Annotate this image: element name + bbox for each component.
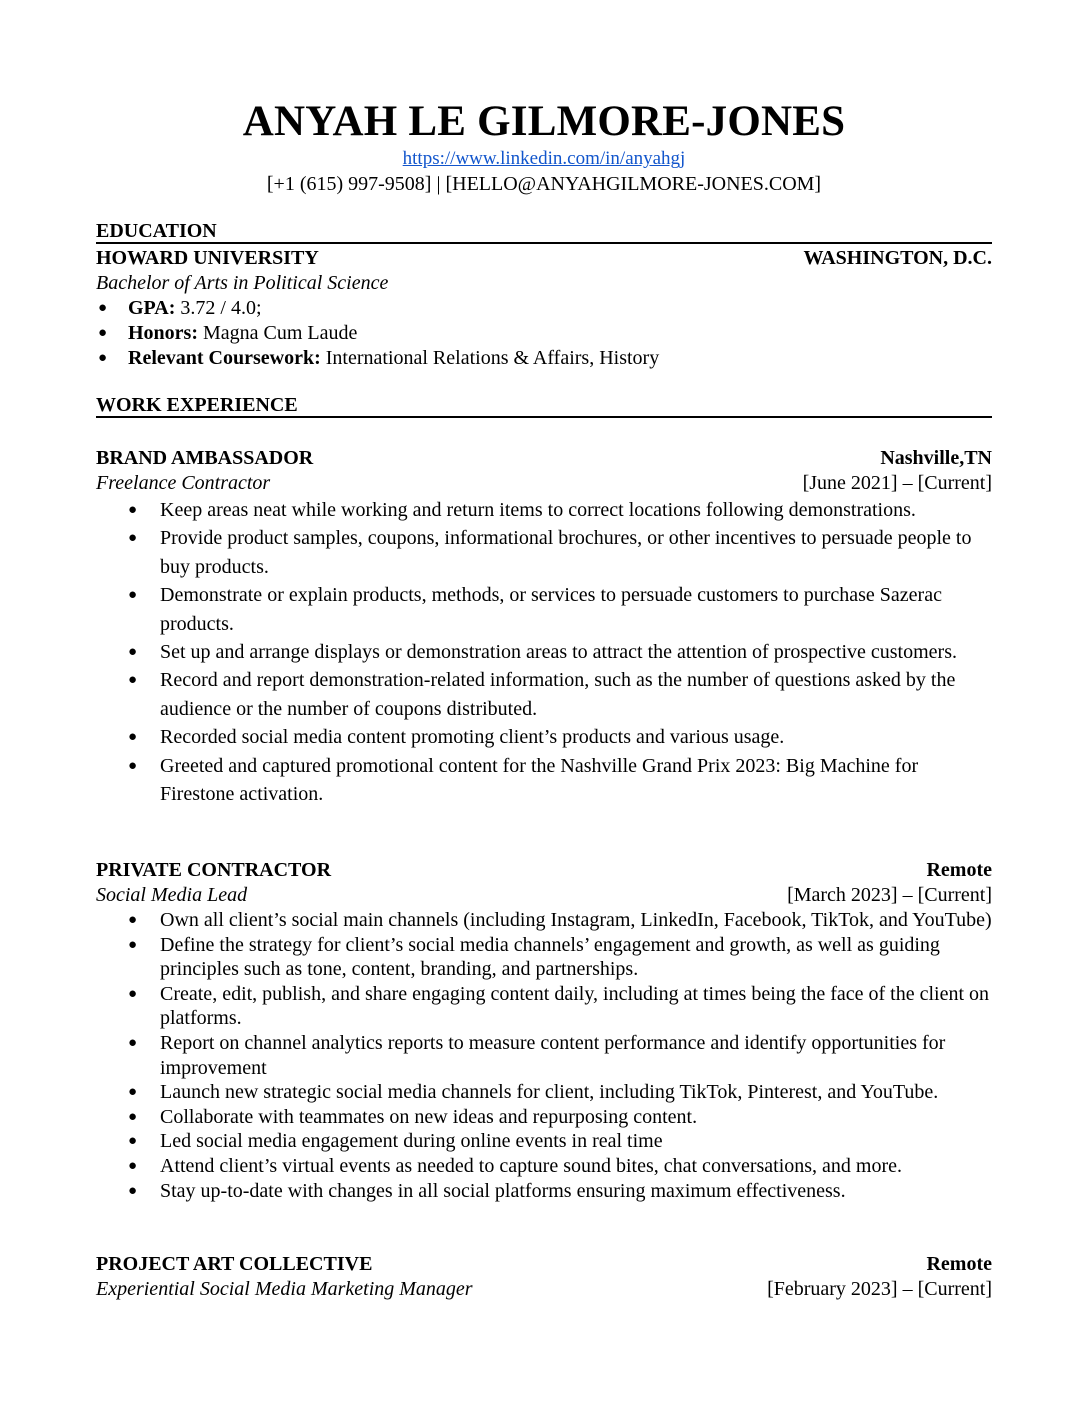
education-details (96, 296, 992, 371)
work-experience-heading-block (96, 394, 992, 418)
job-location: Remote (926, 1253, 992, 1275)
job-dates: [March 2023] – [Current] (787, 884, 992, 906)
list-item: ● Provide product samples, coupons, informational brochures, or other incentives to persuade people to buy products. (96, 524, 992, 581)
list-item: ● Demonstrate or explain products, methods, or services to persuade customers to purchase Sazerac products. (96, 581, 992, 638)
education-heading: EDUCATION (96, 220, 992, 244)
school-name: HOWARD UNIVERSITY (96, 247, 319, 269)
list-item: ● Honors: Magna Cum Laude (96, 321, 992, 346)
job-bullets (96, 908, 992, 1203)
list-item: ● Collaborate with teammates on new ideas and repurposing content. (96, 1105, 992, 1130)
job-project-art-collective (96, 1252, 992, 1302)
contact-info: [+1 (615) 997-9508] | [HELLO@ANYAHGILMORE-JONES.COM] (266, 173, 822, 195)
school-location: WASHINGTON, D.C. (803, 247, 992, 269)
job-title: PRIVATE CONTRACTOR (96, 859, 332, 881)
job-private-contractor (96, 858, 992, 1203)
job-bullets (96, 496, 992, 808)
work-experience-heading: WORK EXPERIENCE (96, 394, 992, 418)
job-title-row (96, 1252, 992, 1277)
job-brand-ambassador (96, 446, 992, 808)
list-item: ● Own all client’s social main channels (including Instagram, LinkedIn, Facebook, TikTok, and YouTube) (96, 908, 992, 933)
list-item: ● Greeted and captured promotional content for the Nashville Grand Prix 2023: Big Machine for Firestone activation. (96, 752, 992, 809)
job-role-row (96, 1277, 992, 1302)
list-item: ● Stay up-to-date with changes in all social platforms ensuring maximum effectiveness. (96, 1179, 992, 1204)
job-title-row (96, 858, 992, 883)
list-item: ● Relevant Coursework: International Relations & Affairs, History (96, 346, 992, 371)
degree: Bachelor of Arts in Political Science (96, 272, 389, 294)
job-role: Experiential Social Media Marketing Manager (96, 1278, 473, 1300)
job-title: BRAND AMBASSADOR (96, 447, 314, 469)
job-role: Freelance Contractor (96, 472, 271, 494)
list-item: ● Launch new strategic social media channels for client, including TikTok, Pinterest, and YouTube. (96, 1080, 992, 1105)
list-item: ● Led social media engagement during online events in real time (96, 1129, 992, 1154)
school-row (96, 246, 992, 271)
education-section (96, 220, 992, 371)
job-role-row (96, 471, 992, 496)
resume-header (96, 97, 992, 197)
list-item: ● Set up and arrange displays or demonstration areas to attract the attention of prospective customers. (96, 638, 992, 666)
list-item: ● Record and report demonstration-related information, such as the number of questions asked by the audience or the number of coupons distributed. (96, 666, 992, 723)
job-dates: [June 2021] – [Current] (802, 472, 992, 494)
list-item: ● Report on channel analytics reports to measure content performance and identify opportunities for improvement (96, 1031, 992, 1080)
list-item: ● Attend client’s virtual events as needed to capture sound bites, chat conversations, and more. (96, 1154, 992, 1179)
job-role-row (96, 883, 992, 908)
list-item: ● Recorded social media content promoting client’s products and various usage. (96, 723, 992, 751)
job-location: Remote (926, 859, 992, 881)
list-item: ● Define the strategy for client’s social media channels’ engagement and growth, as well as guiding principles such as tone, content, branding, and partnerships. (96, 933, 992, 982)
job-title: PROJECT ART COLLECTIVE (96, 1253, 373, 1275)
job-dates: [February 2023] – [Current] (767, 1278, 992, 1300)
list-item: ● Create, edit, publish, and share engaging content daily, including at times being the face of the client on platforms. (96, 982, 992, 1031)
job-title-row (96, 446, 992, 471)
linkedin-link[interactable]: https://www.linkedin.com/in/anyahgj (402, 148, 686, 169)
job-role: Social Media Lead (96, 884, 248, 906)
list-item: ● GPA: 3.72 / 4.0; (96, 296, 992, 321)
candidate-name: ANYAH LE GILMORE-JONES (242, 98, 846, 145)
list-item: ● Keep areas neat while working and return items to correct locations following demonstrations. (96, 496, 992, 524)
job-location: Nashville,TN (880, 447, 992, 469)
